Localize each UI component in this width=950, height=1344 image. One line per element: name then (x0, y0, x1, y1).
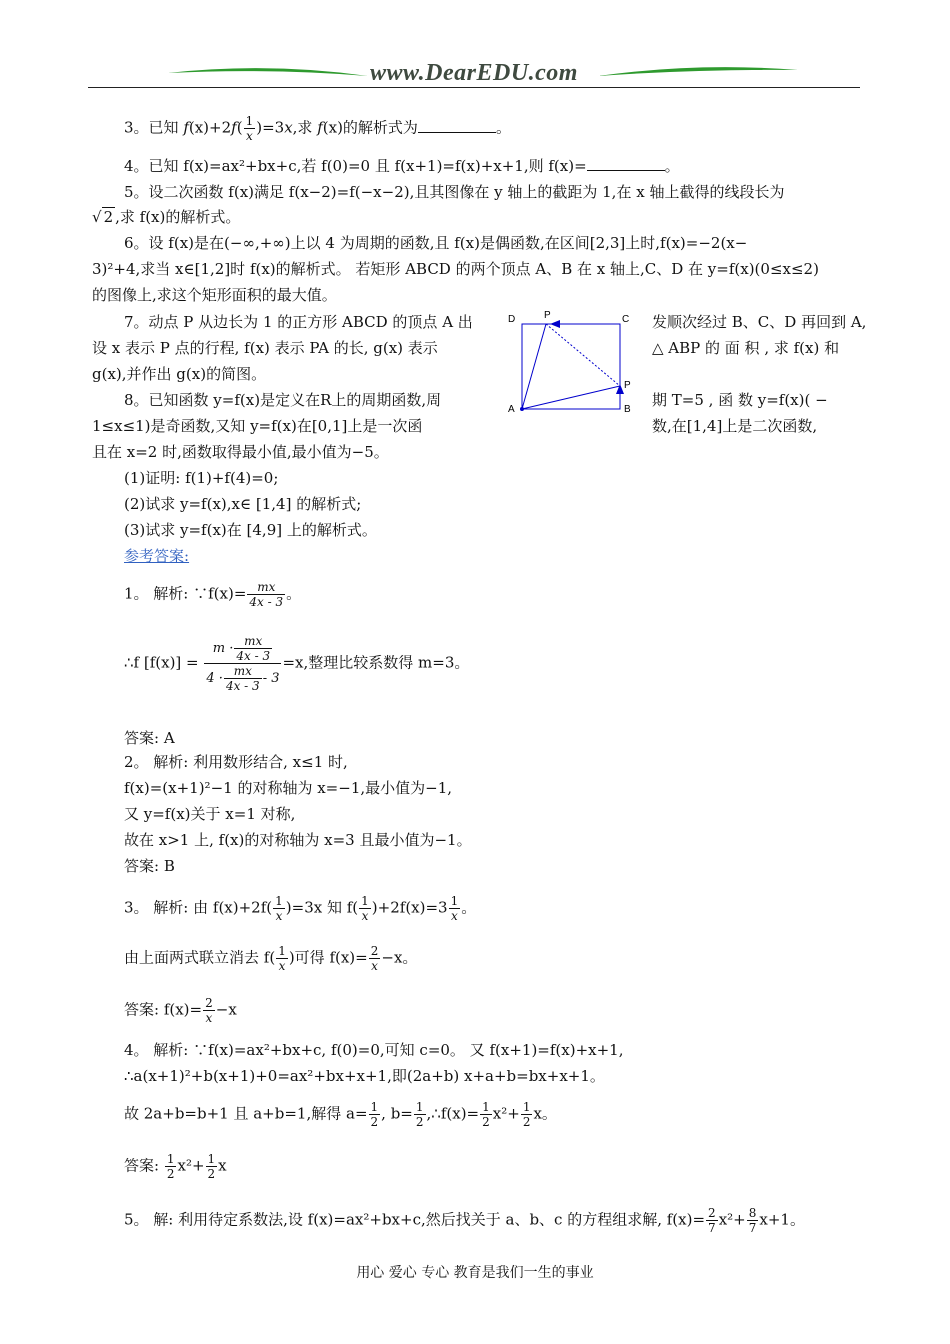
problem-8-line-3: 且在 x=2 时,函数取得最小值,最小值为−5。 (92, 443, 389, 461)
segment-pa-top (522, 324, 546, 409)
arrow-up-icon (616, 384, 624, 394)
answer-1-line-1: 1。 解析: ∵f(x)= $\frac{mx}{4x - 3}$ 。 (124, 580, 302, 609)
label-a: A (508, 404, 515, 415)
answer-2-line-2: f(x)=(x+1)²−1 的对称轴为 x=−1,最小值为−1, (124, 779, 453, 797)
segment-pa-right (522, 386, 620, 409)
problem-8-line-2-right: 数,在[1,4]上是二次函数, (652, 417, 818, 435)
label-p-top: P (544, 310, 551, 321)
square-figure (506, 306, 646, 416)
header-rule (88, 87, 860, 88)
segment-dashed (546, 324, 620, 386)
label-p-right: P (624, 380, 631, 391)
answer-2-line-1: 2。 解析: 利用数形结合, x≤1 时, (124, 753, 348, 771)
label-d: D (508, 314, 516, 325)
problem-6-line-3: 的图像上,求这个矩形面积的最大值。 (92, 286, 337, 304)
answer-blank (418, 118, 496, 133)
answer-4-line-3: 故 2a+b=b+1 且 a+b=1,解得 a= $\frac{1}{2}$ , b= $\frac{1}{2}$ ,∴f(x)= $\frac{1}{2}$ x²+ $\frac{1}{2}$ x。 (124, 1100, 557, 1129)
answer-2-line-4: 故在 x>1 上, f(x)的对称轴为 x=3 且最小值为−1。 (124, 831, 472, 849)
problem-6-line-1: 6。设 f(x)是在(−∞,+∞)上以 4 为周期的函数,且 f(x)是偶函数,在区间[2,3]上时,f(x)=−2(x− (124, 234, 748, 252)
problem-6-line-2: 3)²+4,求当 x∈[1,2]时 f(x)的解析式。 若矩形 ABCD 的两个顶点 A、B 在 x 轴上,C、D 在 y=f(x)(0≤x≤2) (92, 260, 819, 278)
problem-8-part-3: (3)试求 y=f(x)在 [4,9] 上的解析式。 (124, 521, 377, 539)
problem-8-part-2: (2)试求 y=f(x),x∈ [1,4] 的解析式; (124, 495, 362, 513)
answer-1-result: 答案: A (124, 729, 175, 747)
answer-3-line-2: 由上面两式联立消去 f( $\frac{1}{x}$ )可得 f(x)= $\frac{2}{x}$ −x。 (124, 944, 418, 973)
page-footer: 用心 爱心 专心 教育是我们一生的事业 (356, 1265, 594, 1281)
site-logo: www.DearEDU.com (370, 60, 578, 86)
problem-7-line-1-right: 发顺次经过 B、C、D 再回到 A, (652, 313, 867, 331)
problem-5-line-1: 5。设二次函数 f(x)满足 f(x−2)=f(−x−2),且其图像在 y 轴上的截距为 1,在 x 轴上截得的线段长为 (124, 183, 785, 201)
problem-8-line-1-right: 期 T=5 , 函 数 y=f(x)( − (652, 391, 828, 409)
problem-4: 4。已知 f(x)=ax²+bx+c,若 f(0)=0 且 f(x+1)=f(x)+x+1,则 f(x)= 。 (124, 157, 680, 175)
problem-5-line-2: √ 2 ,求 f(x)的解析式。 (92, 208, 241, 226)
answer-4-line-2: ∴a(x+1)²+b(x+1)+0=ax²+bx+x+1,即(2a+b) x+a+b=bx+x+1。 (124, 1067, 605, 1085)
label-c: C (622, 314, 630, 325)
problem-7-line-3: g(x),并作出 g(x)的简图。 (92, 365, 267, 383)
problem-8-line-2-left: 1≤x≤1)是奇函数,又知 y=f(x)在[0,1]上是一次函 (92, 417, 423, 435)
answer-5: 5。 解: 利用待定系数法,设 f(x)=ax²+bx+c,然后找关于 a、b、c 的方程组求解, f(x)= $\frac{2}{7}$ x²+ $\frac{8}{7}$ x+1。 (124, 1206, 805, 1235)
answer-3-result: 答案: f(x)= $\frac{2}{x}$ −x (124, 996, 237, 1025)
answer-blank (587, 156, 665, 171)
answer-4-line-1: 4。 解析: ∵f(x)=ax²+bx+c, f(0)=0,可知 c=0。 又 f(x+1)=f(x)+x+1, (124, 1041, 624, 1059)
answer-2-result: 答案: B (124, 857, 175, 875)
problem-3: 3。已知 f(x)+2f( $\frac{1}{x}$ )=3x,求 f(x)的解析式为 。 (124, 114, 511, 143)
square-outline (522, 324, 620, 409)
right-swoosh-icon (598, 64, 798, 82)
problem-7-line-2-left: 设 x 表示 P 点的行程, f(x) 表示 PA 的长, g(x) 表示 (92, 339, 438, 357)
point-a-dot (520, 407, 524, 411)
problem-7-line-1-left: 7。动点 P 从边长为 1 的正方形 ABCD 的顶点 A 出 (124, 313, 473, 331)
answer-1-line-2: ∴f [f(x)] = m · $\frac{mx}{4x - 3}$ 4 · $\frac{mx}{4x - 3}$ - 3 =x,整理比较系数得 m=3。 (124, 634, 470, 693)
problem-7-line-2-right: △ ABP 的 面 积 , 求 f(x) 和 (652, 339, 840, 357)
page-header (88, 58, 860, 98)
problem-8-line-1-left: 8。已知函数 y=f(x)是定义在R上的周期函数,周 (124, 391, 442, 409)
arrow-left-icon (550, 320, 560, 328)
answers-heading: 参考答案: (124, 547, 190, 565)
answer-4-result: 答案: $\frac{1}{2}$ x²+ $\frac{1}{2}$ x (124, 1152, 227, 1181)
label-b: B (624, 404, 631, 415)
problem-8-part-1: (1)证明: f(1)+f(4)=0; (124, 469, 279, 487)
answer-2-line-3: 又 y=f(x)关于 x=1 对称, (124, 805, 296, 823)
answer-3-line-1: 3。 解析: 由 f(x)+2f( $\frac{1}{x}$ )=3x 知 f( $\frac{1}{x}$ )+2f(x)=3 $\frac{1}{x}$ 。 (124, 894, 477, 923)
